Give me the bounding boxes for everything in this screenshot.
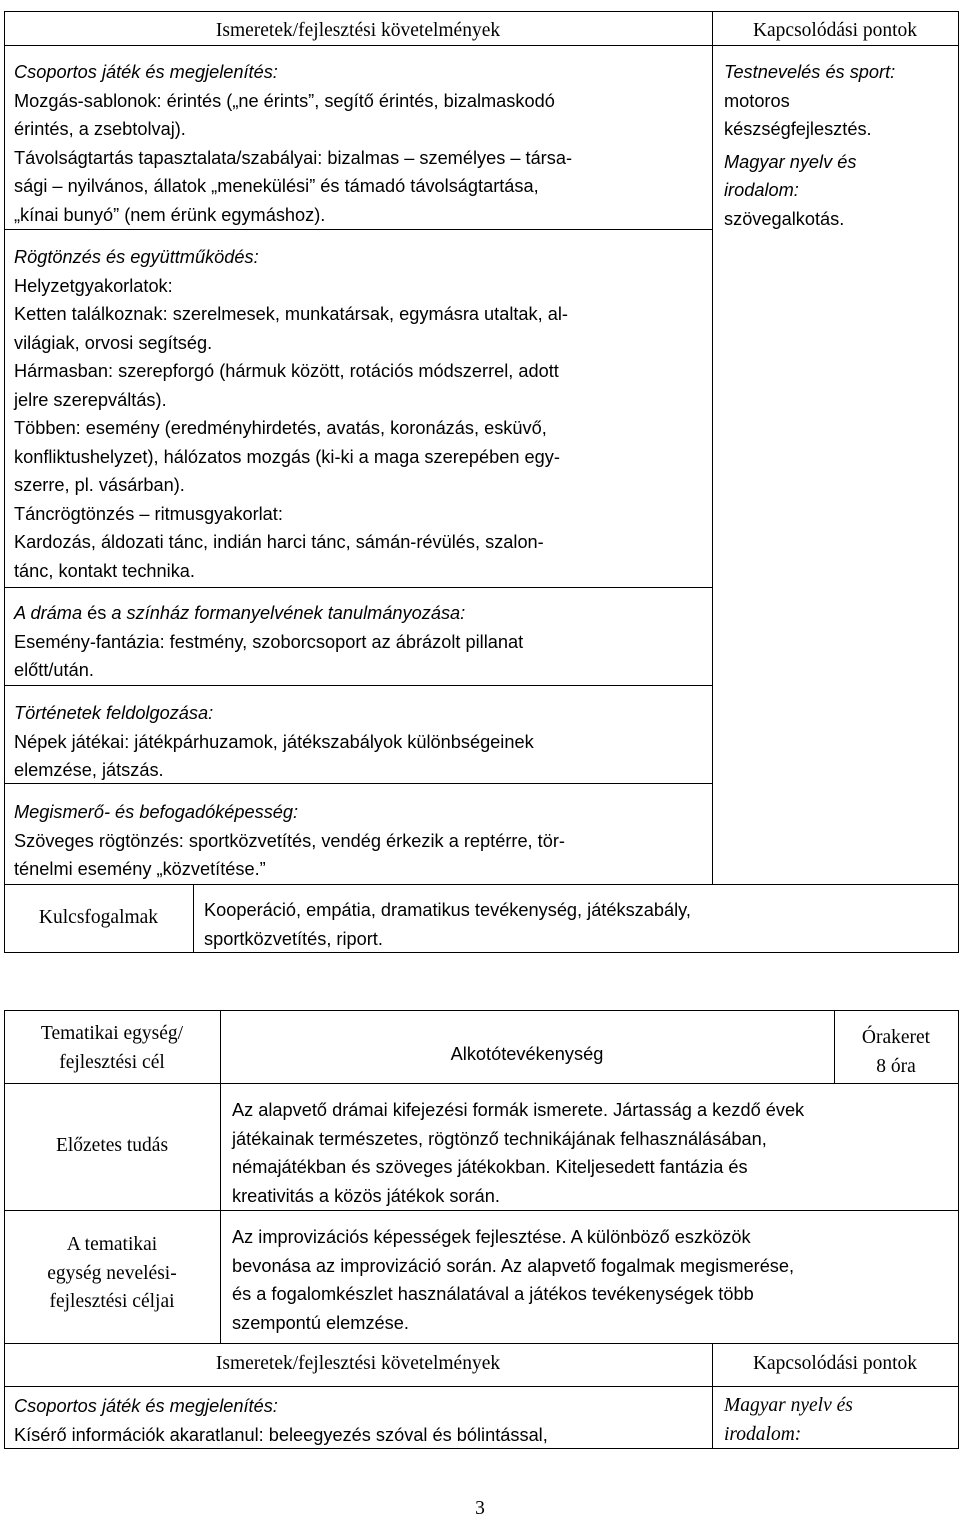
table-border-right: [958, 11, 959, 953]
section-group-play: [14, 58, 710, 229]
connection-heading: Magyar nyelv és: [724, 151, 857, 172]
text-line: Távolságtartás tapasztalata/szabályai: bizalmas – személyes – társa-: [14, 147, 573, 168]
text-line: Helyzetgyakorlatok:: [14, 275, 173, 296]
prior-knowledge-label: Előzetes tudás: [55, 1135, 169, 1156]
row-divider: [4, 1083, 959, 1084]
text-line: Kardozás, áldozati tánc, indián harci tánc, sámán-révülés, szalon-: [14, 532, 544, 552]
table-border-right: [958, 1010, 959, 1449]
key-concepts-text: [204, 896, 954, 953]
hours-cell: [834, 1024, 958, 1081]
row-divider: [4, 1343, 959, 1344]
section-heading: Csoportos játék és megjelenítés:: [14, 62, 278, 82]
text-line: tánc, kontakt technika.: [14, 560, 195, 581]
text-line: Népek játékai: játékpárhuzamok, játékszabályok különbségeinek: [14, 731, 534, 752]
table-border-left: [4, 11, 5, 953]
text-line: sági – nyilvános, állatok „menekülési” és támadó távolságtartása,: [14, 176, 539, 196]
text-line: „kínai bunyó” (nem érünk egymáshoz).: [14, 204, 326, 225]
text-line: érintés, a zsebtolvaj).: [14, 119, 186, 139]
header-connections: Kapcsolódási pontok: [752, 1353, 918, 1374]
section-heading: Csoportos játék és megjelenítés:: [14, 1396, 278, 1416]
section-cognition: [14, 798, 710, 884]
connections-cell: [724, 58, 956, 233]
key-divider: [4, 884, 959, 885]
connection-heading: irodalom:: [724, 180, 799, 200]
table-border-top: [4, 11, 959, 12]
text-line: előtt/után.: [14, 660, 94, 680]
text-line: konfliktushelyzet), hálózatos mozgás (ki-ki a maga szerepében egy-: [14, 446, 560, 467]
connection-text: motoros: [724, 90, 790, 111]
text-line: Esemény-fantázia: festmény, szoborcsoport az ábrázolt pillanat: [14, 631, 524, 652]
unit-title: Alkotótevékenység: [450, 1044, 604, 1064]
connection-text: készségfejlesztés.: [724, 119, 872, 139]
table-border-top: [4, 1010, 959, 1011]
text-line: Hármasban: szerepforgó (hármuk között, rotációs módszerrel, adott: [14, 361, 559, 381]
section-divider: [4, 229, 712, 230]
section-divider: [4, 587, 712, 588]
header-requirements: Ismeretek/fejlesztési követelmények: [215, 1353, 501, 1374]
section-improvisation: [14, 243, 710, 585]
row-divider: [4, 1210, 959, 1211]
text-line: Kísérő információk akaratlanul: beleegyezés szóval és bólintással,: [14, 1424, 548, 1445]
connections-cell: Magyar nyelv és irodalom:: [724, 1395, 853, 1445]
key-column-divider: [193, 884, 194, 953]
key-concepts-label: Kulcsfogalmak: [38, 907, 159, 928]
section-divider: [4, 685, 712, 686]
section-heading: Rögtönzés és együttműködés:: [14, 247, 259, 267]
connection-heading: Testnevelés és sport:: [724, 62, 896, 82]
hours-value: 8 óra: [876, 1055, 916, 1077]
section-group-play: [14, 1392, 710, 1449]
column-divider: [712, 11, 713, 885]
header-divider: [4, 1386, 959, 1387]
text-line: szerre, pl. vásárban).: [14, 475, 185, 495]
text-line: Szöveges rögtönzés: sportközvetítés, vendég érkezik a reptérre, tör-: [14, 830, 565, 851]
text-line: jelre szerepváltás).: [14, 389, 167, 410]
hours-label: Órakeret: [861, 1027, 931, 1048]
header-connections: Kapcsolódási pontok: [752, 20, 918, 41]
header-requirements: Ismeretek/fejlesztési követelmények: [215, 20, 501, 41]
text-line: Táncrögtönzés – ritmusgyakorlat:: [14, 503, 283, 524]
text-line: Kooperáció, empátia, dramatikus tevékenység, játékszabály,: [204, 900, 691, 920]
page-number: 3: [475, 1498, 485, 1519]
text-line: ténelmi esemény „közvetítése.”: [14, 859, 266, 879]
section-heading: Történetek feldolgozása:: [14, 703, 214, 723]
section-stories: [14, 699, 710, 785]
goals-text: Az improvizációs képességek fejlesztése. A különböző eszközök bevonása az improvizáció során. Az alapvető fogalmak megismerése, és a fogalomkészlet használatával a játékos tevékenységek több szempontú elemzése.: [232, 1227, 795, 1333]
section-heading: A dráma és a színház formanyelvének tanulmányozása:: [14, 603, 466, 623]
text-line: sportközvetítés, riport.: [204, 928, 383, 949]
connection-text: szövegalkotás.: [724, 208, 845, 229]
text-line: Mozgás-sablonok: érintés („ne érints”, segítő érintés, bizalmaskodó: [14, 90, 555, 111]
prior-knowledge-text: Az alapvető drámai kifejezési formák ismerete. Jártasság a kezdő évek játékainak természetes, rögtönző technikájának felhasználásában, némajátékban és szöveges játékokban. Kiteljesedett fantázia és kreativitás a közös játékok során.: [232, 1100, 805, 1206]
text-line: elemzése, játszás.: [14, 760, 164, 780]
section-drama-form: [14, 599, 710, 685]
text-line: világiak, orvosi segítség.: [14, 332, 213, 353]
section-heading: Megismerő- és befogadóképesség:: [14, 802, 299, 822]
text-line: Ketten találkoznak: szerelmesek, munkatársak, egymásra utaltak, al-: [14, 304, 568, 324]
text-line: Többen: esemény (eredményhirdetés, avatás, koronázás, esküvő,: [14, 418, 547, 438]
goals-label: A tematikai egység nevelési- fejlesztési céljai: [47, 1234, 177, 1312]
unit-label: Tematikai egység/ fejlesztési cél: [40, 1023, 184, 1073]
